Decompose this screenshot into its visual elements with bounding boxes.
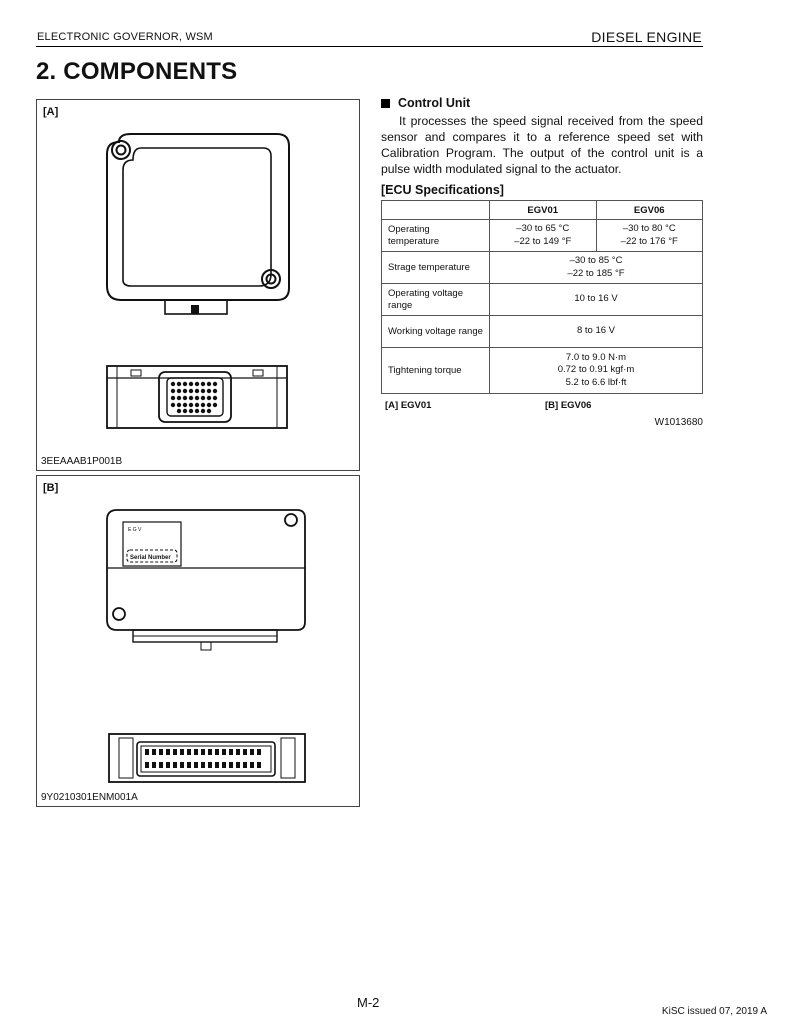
caption-a: [A] EGV01 (385, 400, 432, 411)
value-line: 7.0 to 9.0 N·m (565, 351, 627, 363)
value-line: 8 to 16 V (576, 325, 616, 337)
figure-b-code: 9Y0210301ENM001A (41, 792, 138, 803)
table-row (382, 284, 703, 316)
figure-a (36, 99, 360, 471)
page-number: M-2 (357, 995, 380, 1010)
egv01-connector-housing (159, 372, 231, 422)
value-line: –22 to 149 °F (514, 235, 572, 247)
egv06-drawing (37, 476, 359, 806)
value-line: –22 to 185 °F (567, 267, 625, 279)
mount-hole-top-left (112, 141, 130, 159)
table-row (382, 252, 703, 284)
section-heading (381, 96, 703, 110)
value-line: –30 to 80 °C (622, 223, 676, 234)
section-heading-text: Control Unit (398, 96, 471, 110)
bullet-square-icon (381, 99, 390, 108)
figure-a-label: [A] (43, 106, 59, 118)
value-line: 10 to 16 V (574, 293, 618, 305)
row-value-both (490, 316, 703, 348)
table-header-blank (382, 201, 490, 220)
spec-heading: [ECU Specifications] (381, 183, 504, 197)
mount-hole-top-right (285, 514, 297, 526)
reference-code: W1013680 (654, 417, 703, 428)
page-title: 2. COMPONENTS (36, 58, 238, 85)
figure-b (36, 475, 360, 807)
figure-captions (381, 400, 703, 416)
section-body-text: It processes the speed signal received from the speed sensor and compares it to a reference speed set with Calibration Program. The output of the control unit is a pulse width modulated signal to the actuator. (381, 114, 703, 176)
table-header-row (382, 201, 703, 220)
value-line: –30 to 85 °C (569, 255, 623, 266)
row-param: Operating voltage range (382, 284, 490, 316)
table-row (382, 316, 703, 348)
issue-note: KiSC issued 07, 2019 A (661, 1006, 767, 1017)
value-line: –22 to 176 °F (620, 235, 678, 247)
mount-hole-top-left-inner (117, 146, 126, 155)
control-unit-section (381, 96, 703, 428)
header-section-title: DIESEL ENGINE (591, 29, 702, 45)
row-value-egv06 (596, 220, 703, 252)
figure-b-label: [B] (43, 482, 59, 494)
table-header-egv01: EGV01 (490, 201, 597, 220)
row-param: Working voltage range (382, 316, 490, 348)
header-rule (36, 46, 703, 47)
row-value-egv01 (490, 220, 597, 252)
mount-hole-bottom-left (113, 608, 125, 620)
header-manual-title: ELECTRONIC GOVERNOR, WSM (37, 31, 213, 43)
value-line: 5.2 to 6.6 lbf·ft (565, 376, 627, 388)
value-line: –30 to 65 °C (516, 223, 570, 234)
row-param: Operating temperature (382, 220, 490, 252)
value-line: 0.72 to 0.91 kgf·m (557, 364, 635, 376)
table-header-egv06: EGV06 (596, 201, 703, 220)
egv01-drawing (37, 100, 359, 470)
sticker-egv-text: E G V (128, 527, 142, 533)
table-row (382, 348, 703, 394)
figure-a-code: 3EEAAAB1P001B (41, 456, 123, 467)
row-param: Tightening torque (382, 348, 490, 394)
row-value-both (490, 284, 703, 316)
row-param: Strage temperature (382, 252, 490, 284)
table-row (382, 220, 703, 252)
ecu-spec-table (381, 200, 703, 394)
row-value-both (490, 252, 703, 284)
egv01-top-outline (107, 134, 289, 300)
row-value-both (490, 348, 703, 394)
serial-number-text: Serial Number (130, 555, 171, 561)
caption-b: [B] EGV06 (545, 400, 592, 411)
egv06-connector-housing (137, 742, 275, 776)
egv01-top-inner (123, 148, 271, 286)
